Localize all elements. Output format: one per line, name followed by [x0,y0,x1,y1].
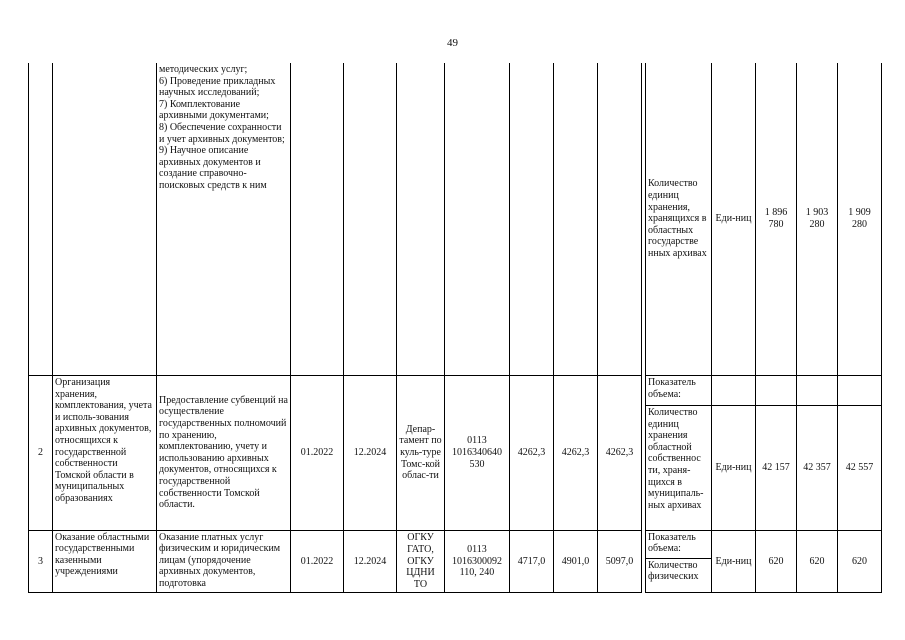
cell-start: 01.2022 [291,375,344,530]
table-row-continuation [29,63,882,375]
cell-start: 01.2022 [291,530,344,592]
cell-indicator: Количество единиц хранения областной собственнос ти, храня-щихся в муниципаль-ных архивах [646,406,712,531]
table-row-3 [29,530,882,558]
cell-fund-3: 4262,3 [598,375,642,530]
cell-value-empty [756,375,797,405]
cell-value-3: 1 909 280 [838,63,882,375]
cell-end: 12.2024 [344,530,397,592]
cell-value-1: 620 [756,530,797,592]
cell-value-1: 1 896 780 [756,63,797,375]
cell-value-2: 620 [797,530,838,592]
cell-fund-3 [598,63,642,375]
cell-fund-2: 4262,3 [554,375,598,530]
cell-value-1: 42 157 [756,406,797,531]
cell-indicator: Количество физических [646,558,712,592]
cell-num: 3 [29,530,53,592]
cell-fund-3: 5097,0 [598,530,642,592]
cell-num [29,63,53,375]
cell-fund-2 [554,63,598,375]
cell-end: 12.2024 [344,375,397,530]
cell-kbk: 0113 1016300092 110, 240 [445,530,510,592]
cell-executor: ОГКУ ГАТО, ОГКУ ЦДНИ ТО [397,530,445,592]
cell-unit: Еди-ниц [712,530,756,592]
cell-value-2: 42 357 [797,406,838,531]
cell-value-3: 42 557 [838,406,882,531]
cell-fund-1: 4717,0 [510,530,554,592]
cell-unit: Еди-ниц [712,63,756,375]
cell-value-empty [797,375,838,405]
cell-unit: Еди-ниц [712,406,756,531]
cell-unit-empty [712,375,756,405]
cell-indicator: Количество единиц хранения, хранящихся в областных государстве нных архивах [646,63,712,375]
cell-measure: Предоставление субвенций на осуществление государственных полномочий по хранению, комплектованию, учету и использованию архивных документов, относящихся к государственной собственности Томской области. [157,375,291,530]
cell-executor [397,63,445,375]
cell-fund-2: 4901,0 [554,530,598,592]
cell-indicator-header: Показатель объема: [646,530,712,558]
cell-fund-1 [510,63,554,375]
cell-name: Оказание областными государственными казенными учреждениями [53,530,157,592]
cell-fund-1: 4262,3 [510,375,554,530]
cell-measure: Оказание платных услуг физическим и юридическим лицам (упорядочение архивных документов, подготовка [157,530,291,592]
cell-indicator-header: Показатель объема: [646,375,712,405]
cell-name [53,63,157,375]
cell-num: 2 [29,375,53,530]
cell-executor: Депар-тамент по куль-туре Томс-кой облас-ти [397,375,445,530]
cell-value-empty [838,375,882,405]
program-measures-table [28,63,882,593]
cell-kbk: 0113 1016340640 530 [445,375,510,530]
cell-kbk [445,63,510,375]
cell-value-2: 1 903 280 [797,63,838,375]
table-row-2 [29,375,882,405]
cell-value-3: 620 [838,530,882,592]
cell-name: Организация хранения, комплектования, учета и исполь-зования архивных документов, относящихся к государственной собственности Томской области в муниципальных образованиях [53,375,157,530]
cell-activities: методических услуг; 6) Проведение прикладных научных исследований; 7) Комплектование архивными документами; 8) Обеспечение сохранности и учет архивных документов; 9) Научное описание архивных документов и создание справочно-поисковых средств к ним [157,63,291,375]
cell-start [291,63,344,375]
cell-end [344,63,397,375]
page-number: 49 [447,37,458,49]
